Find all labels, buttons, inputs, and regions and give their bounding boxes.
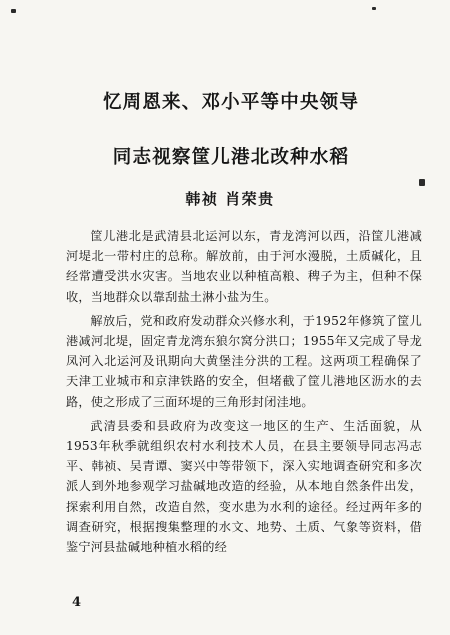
body-paragraph: 武清县委和县政府为改变这一地区的生产、生活面貌，从1953年秋季就组织农村水利技术人员，在县主要领导同志冯志平、韩祯、吴青谭、窦兴中等带领下，深入实地调查研究和多次派人到外地参观学习盐碱地改造的经验，从本地自然条件出发，探索利用自然，改造自然，变水患为水利的途径。经过两年多的调查研究，根据搜集整理的水文、地势、土质、气象等资料，借鉴宁河县盐碱地种植水稻的经 [66, 418, 422, 555]
article-title-line-1: 忆周恩来、邓小平等中央领导 [102, 92, 360, 113]
page-number: 4 [72, 595, 82, 610]
scan-speck [419, 179, 425, 186]
article-title-line-2: 同志视察筐儿港北改种水稻 [112, 147, 350, 168]
body-paragraph: 解放后，党和政府发动群众兴修水利，于1952年修筑了筐儿港减河北堤，固定青龙湾东狼尔窝分洪口；1955年又完成了导龙凤河入北运河及讯期向大黄堡洼分洪的工程。这两项工程确保了天津工业城市和京津铁路的安全，但堵截了筐儿港地区沥水的去路，使之形成了三面环堤的三角形封闭洼地。 [66, 313, 422, 409]
body-paragraph: 筐儿港北是武清县北运河以东，青龙湾河以西，沿筐儿港减河堤北一带村庄的总称。解放前，由于河水漫脱，土质碱化，且经常遭受洪水灾害。当地农业以种植高粮、稗子为主，但种不保收，当地群众以靠刮盐土淋小盐为生。 [66, 229, 422, 304]
scan-speck [11, 9, 16, 13]
scan-speck [372, 7, 376, 10]
article-authors: 韩祯 肖荣贵 [185, 190, 275, 208]
article-body [66, 226, 422, 557]
